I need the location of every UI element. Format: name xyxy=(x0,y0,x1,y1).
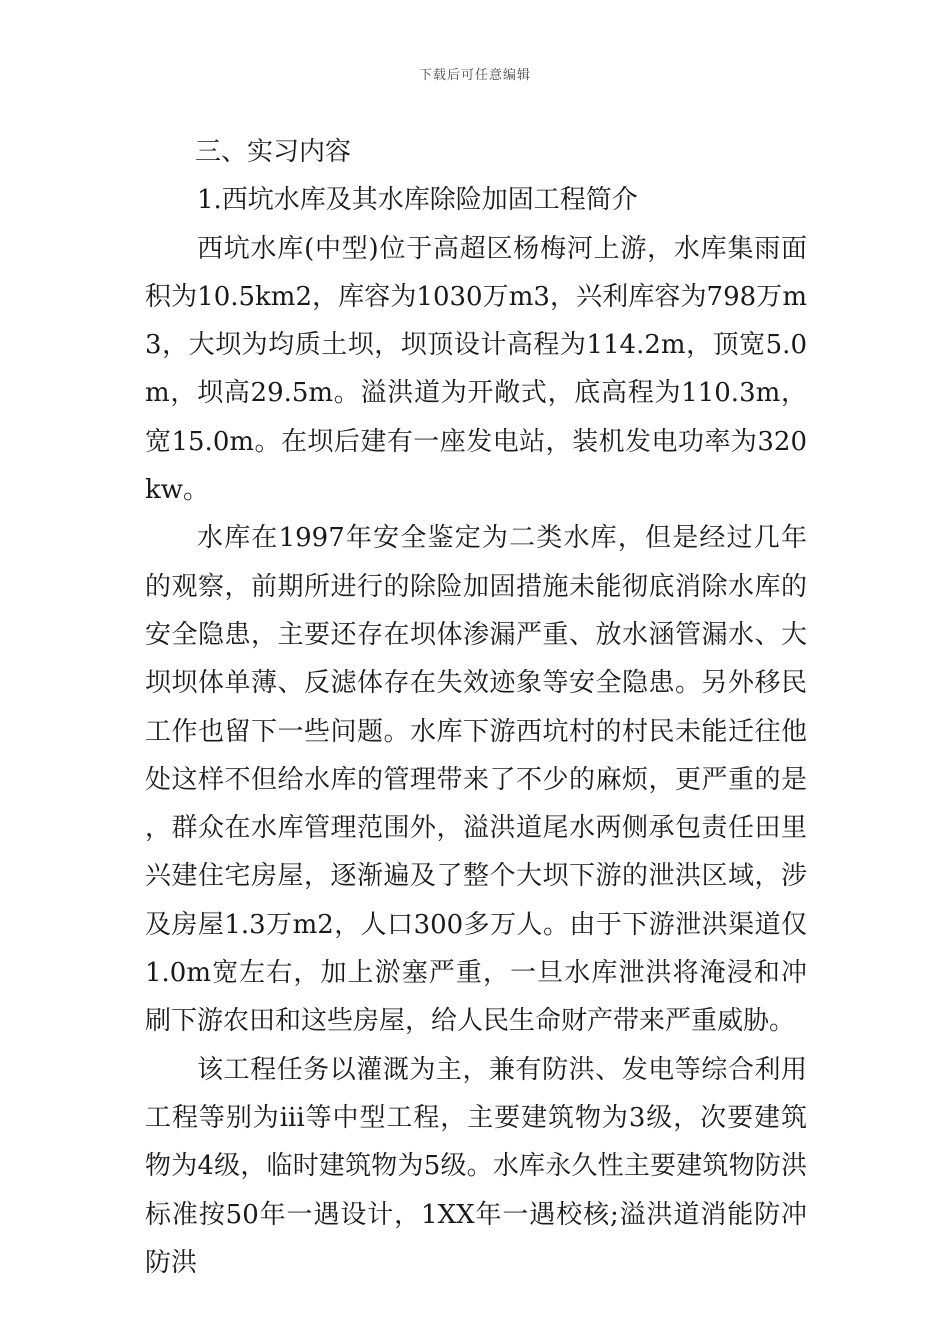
page-header-note: 下载后可任意编辑 xyxy=(418,68,531,83)
section-title: 三、实习内容 xyxy=(195,137,352,167)
document-body xyxy=(145,128,807,1287)
subsection-title: 1.西坑水库及其水库除险加固工程简介 xyxy=(197,185,638,216)
paragraph-safety-issues: 水库在1997年安全鉴定为二类水库，但是经过几年的观察，前期所进行的除险加固措施未能彻底消除水库的安全隐患，主要还存在坝体渗漏严重、放水涵管漏水、大坝坝体单薄、反滤体存在失效迹象等安全隐患。另外移民工作也留下一些问题。水库下游西坑村的村民未能迁往他处这样不但给水库的管理带来了不少的麻烦，更严重的是，群众在水库管理范围外，溢洪道尾水两侧承包责任田里兴建住宅房屋，逐渐遍及了整个大坝下游的泄洪区域，涉及房屋1.3万m2，人口300多万人。由于下游泄洪渠道仅1.0m宽左右，加上淤塞严重，一旦水库泄洪将淹浸和冲刷下游农田和这些房屋，给人民生命财产带来严重威胁。 xyxy=(145,523,807,1037)
paragraph-project-grade: 该工程任务以灌溉为主，兼有防洪、发电等综合利用工程等别为iii等中型工程，主要建筑物为3级，次要建筑物为4级，临时建筑物为5级。水库永久性主要建筑物防洪标准按50年一遇设计，1XX年一遇校核;溢洪道消能防冲防洪 xyxy=(145,1054,807,1278)
paragraph-reservoir-overview: 西坑水库(中型)位于高超区杨梅河上游，水库集雨面积为10.5km2，库容为1030万m3，兴利库容为798万m3，大坝为均质土坝，坝顶设计高程为114.2m，顶宽5.0m，坝高29.5m。溢洪道为开敞式，底高程为110.3m，宽15.0m。在坝后建有一座发电站，装机发电功率为320kw。 xyxy=(145,233,807,506)
